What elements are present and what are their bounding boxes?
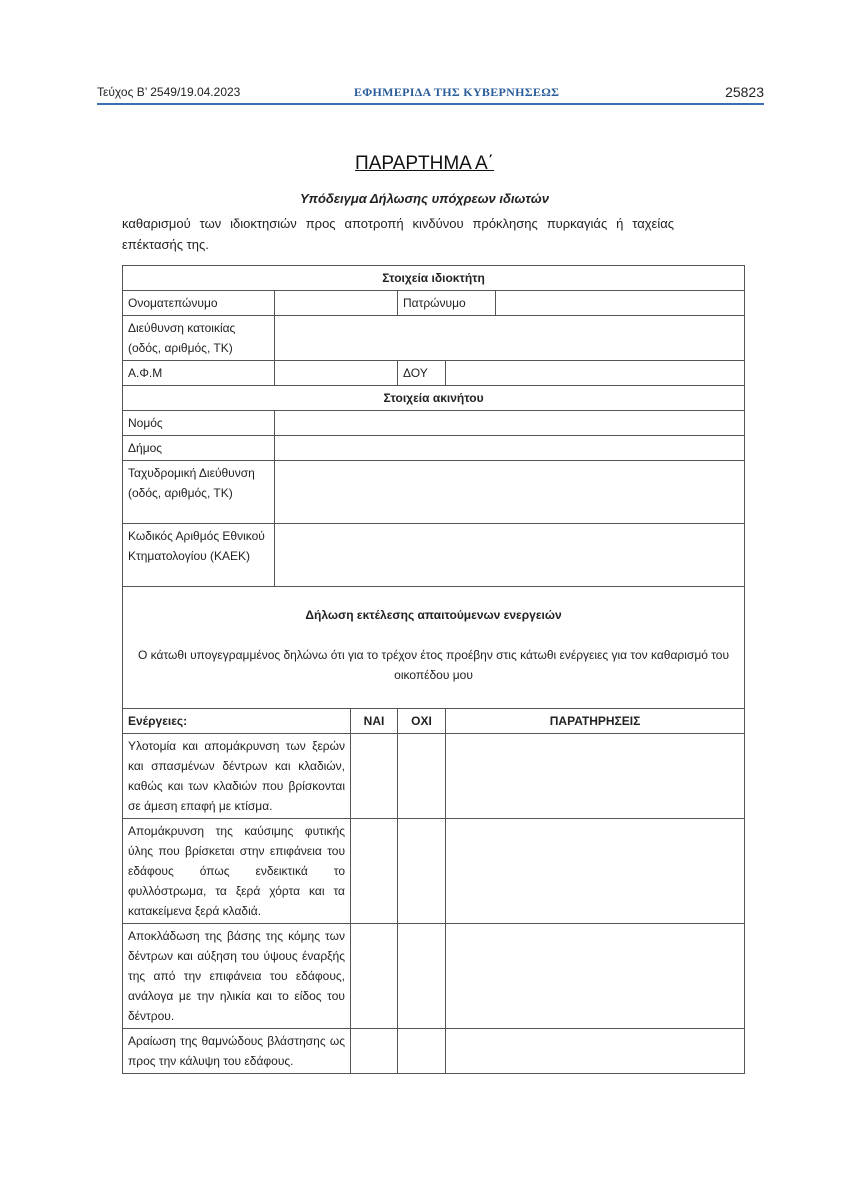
header-rule xyxy=(97,103,764,105)
page-number: 25823 xyxy=(725,84,764,100)
prefecture-field[interactable] xyxy=(275,411,745,436)
declaration-text: Ο κάτωθι υπογεγραμμένος δηλώνω ότι για το τρέχον έτος προέβην στις κάτωθι ενέργειες για τον καθαρισμό του οικοπέδου μου xyxy=(138,648,730,682)
action-row xyxy=(123,734,745,819)
municipality-field[interactable] xyxy=(275,436,745,461)
kaek-row xyxy=(123,524,745,587)
prefecture-label: Νομός xyxy=(123,411,275,436)
actions-column-header: Ενέργειες: xyxy=(123,709,351,734)
yes-cell[interactable] xyxy=(351,924,398,1029)
postal-address-field[interactable] xyxy=(275,461,745,524)
intro-text: καθαρισμού των ιδιοκτησιών προς αποτροπή κινδύνου πρόκλησης πυρκαγιάς ή ταχείας επέκτασής της. xyxy=(122,216,674,252)
postal-address-row xyxy=(123,461,745,524)
doy-field[interactable] xyxy=(446,361,745,386)
action-description: Υλοτομία και απομάκρυνση των ξερών και σπασμένων δέντρων και κλαδιών, καθώς και των κλαδιών που βρίσκονται σε άμεση επαφή με κτίσμα. xyxy=(123,734,351,819)
action-row xyxy=(123,1029,745,1074)
page-header xyxy=(97,84,764,104)
no-cell[interactable] xyxy=(398,734,446,819)
action-row xyxy=(123,819,745,924)
owner-section-title: Στοιχεία ιδιοκτήτη xyxy=(123,266,745,291)
yes-column-header: ΝΑΙ xyxy=(351,709,398,734)
remarks-cell[interactable] xyxy=(446,1029,745,1074)
remarks-cell[interactable] xyxy=(446,924,745,1029)
kaek-field[interactable] xyxy=(275,524,745,587)
full-name-field[interactable] xyxy=(275,291,398,316)
annex-title: ΠΑΡΑΡΤΗΜΑ Α΄ xyxy=(354,153,494,174)
action-row xyxy=(123,924,745,1029)
yes-cell[interactable] xyxy=(351,734,398,819)
municipality-label: Δήμος xyxy=(123,436,275,461)
remarks-cell[interactable] xyxy=(446,819,745,924)
doy-label: ΔΟΥ xyxy=(398,361,446,386)
owner-name-row xyxy=(123,291,745,316)
no-cell[interactable] xyxy=(398,1029,446,1074)
prefecture-row xyxy=(123,411,745,436)
property-section-header xyxy=(123,386,745,411)
form-subtitle: Υπόδειγμα Δήλωσης υπόχρεων ιδιωτών xyxy=(300,191,549,206)
father-name-label: Πατρώνυμο xyxy=(398,291,496,316)
declaration-title: Δήλωση εκτέλεσης απαιτούμενων ενεργειών xyxy=(305,608,562,622)
full-name-label: Ονοματεπώνυμο xyxy=(123,291,275,316)
issue-reference: Τεύχος Β’ 2549/19.04.2023 xyxy=(97,85,241,99)
address-field[interactable] xyxy=(275,316,745,361)
declaration-row xyxy=(123,587,745,709)
actions-header-row xyxy=(123,709,745,734)
gazette-title: ΕΦΗΜΕΡΙΔΑ ΤΗΣ ΚΥΒΕΡΝΗΣΕΩΣ xyxy=(354,85,560,99)
afm-field[interactable] xyxy=(275,361,398,386)
postal-address-label: Ταχυδρομική Διεύθυνση (οδός, αριθμός, ΤΚ) xyxy=(123,461,275,524)
yes-cell[interactable] xyxy=(351,819,398,924)
municipality-row xyxy=(123,436,745,461)
no-cell[interactable] xyxy=(398,924,446,1029)
father-name-field[interactable] xyxy=(496,291,745,316)
no-cell[interactable] xyxy=(398,819,446,924)
owner-section-header xyxy=(123,266,745,291)
kaek-label: Κωδικός Αριθμός Εθνικού Κτηματολογίου (ΚΑΕΚ) xyxy=(123,524,275,587)
declaration-form-table xyxy=(122,265,745,1074)
address-label: Διεύθυνση κατοικίας (οδός, αριθμός, ΤΚ) xyxy=(123,316,275,361)
afm-label: Α.Φ.Μ xyxy=(123,361,275,386)
remarks-column-header: ΠΑΡΑΤΗΡΗΣΕΙΣ xyxy=(446,709,745,734)
action-description: Αραίωση της θαμνώδους βλάστησης ως προς την κάλυψη του εδάφους. xyxy=(123,1029,351,1074)
remarks-cell[interactable] xyxy=(446,734,745,819)
no-column-header: ΟΧΙ xyxy=(398,709,446,734)
owner-tax-row xyxy=(123,361,745,386)
owner-address-row xyxy=(123,316,745,361)
action-description: Αποκλάδωση της βάσης της κόμης των δέντρων και αύξηση του ύψους έναρξής της από την επιφάνεια του εδάφους, ανάλογα με την ηλικία και το είδος του δέντρου. xyxy=(123,924,351,1029)
action-description: Απομάκρυνση της καύσιμης φυτικής ύλης που βρίσκεται στην επιφάνεια του εδάφους όπως ενδεικτικά το φυλλόστρωμα, τα ξερά χόρτα και τα κατακείμενα ξερά κλαδιά. xyxy=(123,819,351,924)
property-section-title: Στοιχεία ακινήτου xyxy=(123,386,745,411)
yes-cell[interactable] xyxy=(351,1029,398,1074)
declaration-block xyxy=(123,587,745,709)
